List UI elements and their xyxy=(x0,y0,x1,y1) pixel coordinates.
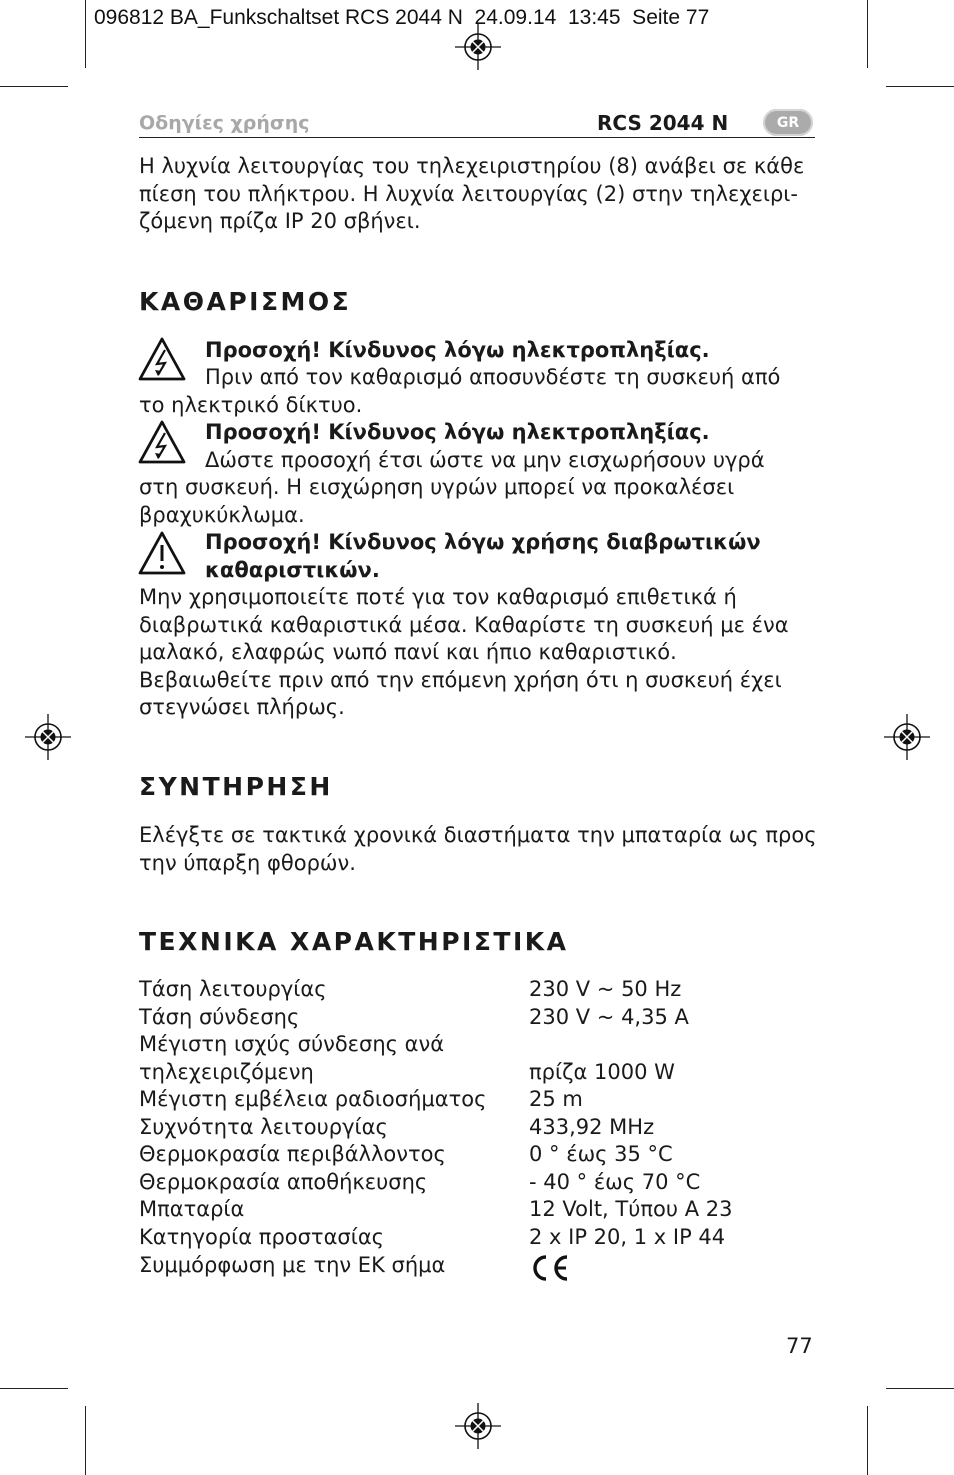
crop-mark xyxy=(85,0,86,68)
crop-mark xyxy=(867,1406,868,1475)
text-line: βραχυκύκλωμα. xyxy=(139,502,305,527)
maintenance-paragraph xyxy=(139,822,817,877)
text-line: στη συσκευή. Η εισχώρηση υγρών μπορεί να προκαλέσει xyxy=(139,475,735,499)
electric-shock-warning-icon xyxy=(137,336,187,382)
general-warning-icon xyxy=(137,530,187,576)
spec-label: Μπαταρία xyxy=(139,1197,245,1221)
section-heading-maintenance: ΣΥΝΤΗΡΗΣΗ xyxy=(139,772,333,801)
text-line: μαλακό, ελαφρώς νωπό πανί και ήπιο καθαριστικό. xyxy=(139,640,677,664)
header-section-title: Οδηγίες χρήσης xyxy=(139,112,310,134)
ce-mark-icon xyxy=(529,1253,571,1283)
spec-value: 12 Volt, Τύπου A 23 xyxy=(529,1197,733,1221)
spec-label: Κατηγορία προστασίας xyxy=(139,1225,384,1249)
spec-value: 230 V ~ 50 Hz xyxy=(529,977,682,1001)
warning-text xyxy=(139,584,789,722)
header-model: RCS 2044 N xyxy=(597,111,729,135)
warning-text: Πριν από τον καθαρισμό αποσυνδέστε τη συσκευή από xyxy=(205,365,781,389)
warning-text: το ηλεκτρικό δίκτυο. xyxy=(139,393,363,417)
header-rule xyxy=(139,137,815,138)
warning-title: Προσοχή! Κίνδυνος λόγω ηλεκτροπληξίας. xyxy=(205,338,710,362)
spec-label: τηλεχειριζόμενη xyxy=(139,1060,314,1084)
text-line: Ελέγξτε σε τακτικά χρονικά διαστήματα την μπαταρία ως προς xyxy=(139,823,817,847)
registration-mark-icon xyxy=(455,1403,501,1449)
section-heading-cleaning: ΚΑΘΑΡΙΣΜΟΣ xyxy=(139,287,352,316)
text-line: Η λυχνία λειτουργίας του τηλεχειριστηρίου (8) ανάβει σε κάθε xyxy=(139,154,805,178)
spec-label: Συμμόρφωση με την ΕΚ σήμα xyxy=(139,1253,446,1277)
spec-value: 2 x IP 20, 1 x IP 44 xyxy=(529,1225,726,1249)
spec-value: - 40 ° έως 70 °C xyxy=(529,1170,701,1194)
spec-label: Θερμοκρασία περιβάλλοντος xyxy=(139,1142,446,1166)
text-line: στεγνώσει πλήρως. xyxy=(139,695,345,719)
spec-value: 433,92 MHz xyxy=(529,1115,655,1139)
warning-text: Δώστε προσοχή έτσι ώστε να μην εισχωρήσουν υγρά xyxy=(205,448,765,472)
spec-label: Θερμοκρασία αποθήκευσης xyxy=(139,1170,428,1194)
text-line: καθαριστικών. xyxy=(205,557,380,582)
registration-mark-icon xyxy=(884,714,930,760)
spec-value: 25 m xyxy=(529,1087,583,1111)
crop-mark xyxy=(0,86,68,87)
text-line: Προσοχή! Κίνδυνος λόγω χρήσης διαβρωτικών xyxy=(205,530,761,554)
registration-mark-icon xyxy=(455,24,501,70)
warning-title: Προσοχή! Κίνδυνος λόγω ηλεκτροπληξίας. xyxy=(205,420,710,444)
text-line: ζόμενη πρίζα IP 20 σβήνει. xyxy=(139,209,421,233)
spec-label: Συχνότητα λειτουργίας xyxy=(139,1115,388,1139)
print-slug: 096812 BA_Funkschaltset RCS 2044 N 24.09.14 13:45 Seite 77 xyxy=(94,6,710,29)
crop-mark xyxy=(85,1406,86,1475)
spec-value: 0 ° έως 35 °C xyxy=(529,1142,673,1166)
page-number: 77 xyxy=(786,1334,813,1358)
electric-shock-warning-icon xyxy=(137,419,187,465)
spec-label: Τάση σύνδεσης xyxy=(139,1005,300,1029)
text-line: Μην χρησιμοποιείτε ποτέ για τον καθαρισμό επιθετικά ή xyxy=(139,585,737,609)
spec-value: πρίζα 1000 W xyxy=(529,1060,675,1084)
spec-label: Τάση λειτουργίας xyxy=(139,977,327,1001)
spec-value: 230 V ~ 4,35 A xyxy=(529,1005,689,1029)
warning-title xyxy=(205,529,761,584)
spec-label: Μέγιστη ισχύς σύνδεσης ανά xyxy=(139,1032,445,1056)
language-badge: GR xyxy=(763,109,813,136)
intro-paragraph xyxy=(139,153,804,236)
registration-mark-icon xyxy=(25,714,71,760)
crop-mark xyxy=(867,0,868,68)
crop-mark xyxy=(886,1388,954,1389)
text-line: Βεβαιωθείτε πριν από την επόμενη χρήση ότι η συσκευή έχει xyxy=(139,667,782,692)
crop-mark xyxy=(0,1388,68,1389)
crop-mark xyxy=(886,86,954,87)
text-line: διαβρωτικά καθαριστικά μέσα. Καθαρίστε τη συσκευή με ένα xyxy=(139,612,789,637)
text-line: πίεση του πλήκτρου. Η λυχνία λειτουργίας (2) στην τηλεχειρι- xyxy=(139,181,798,206)
text-line: την ύπαρξη φθορών. xyxy=(139,850,356,875)
section-heading-specs: ΤΕΧΝΙΚΑ ΧΑΡΑΚΤΗΡΙΣΤΙΚΑ xyxy=(139,927,569,956)
warning-text xyxy=(139,474,734,529)
spec-label: Μέγιστη εμβέλεια ραδιοσήματος xyxy=(139,1087,487,1111)
